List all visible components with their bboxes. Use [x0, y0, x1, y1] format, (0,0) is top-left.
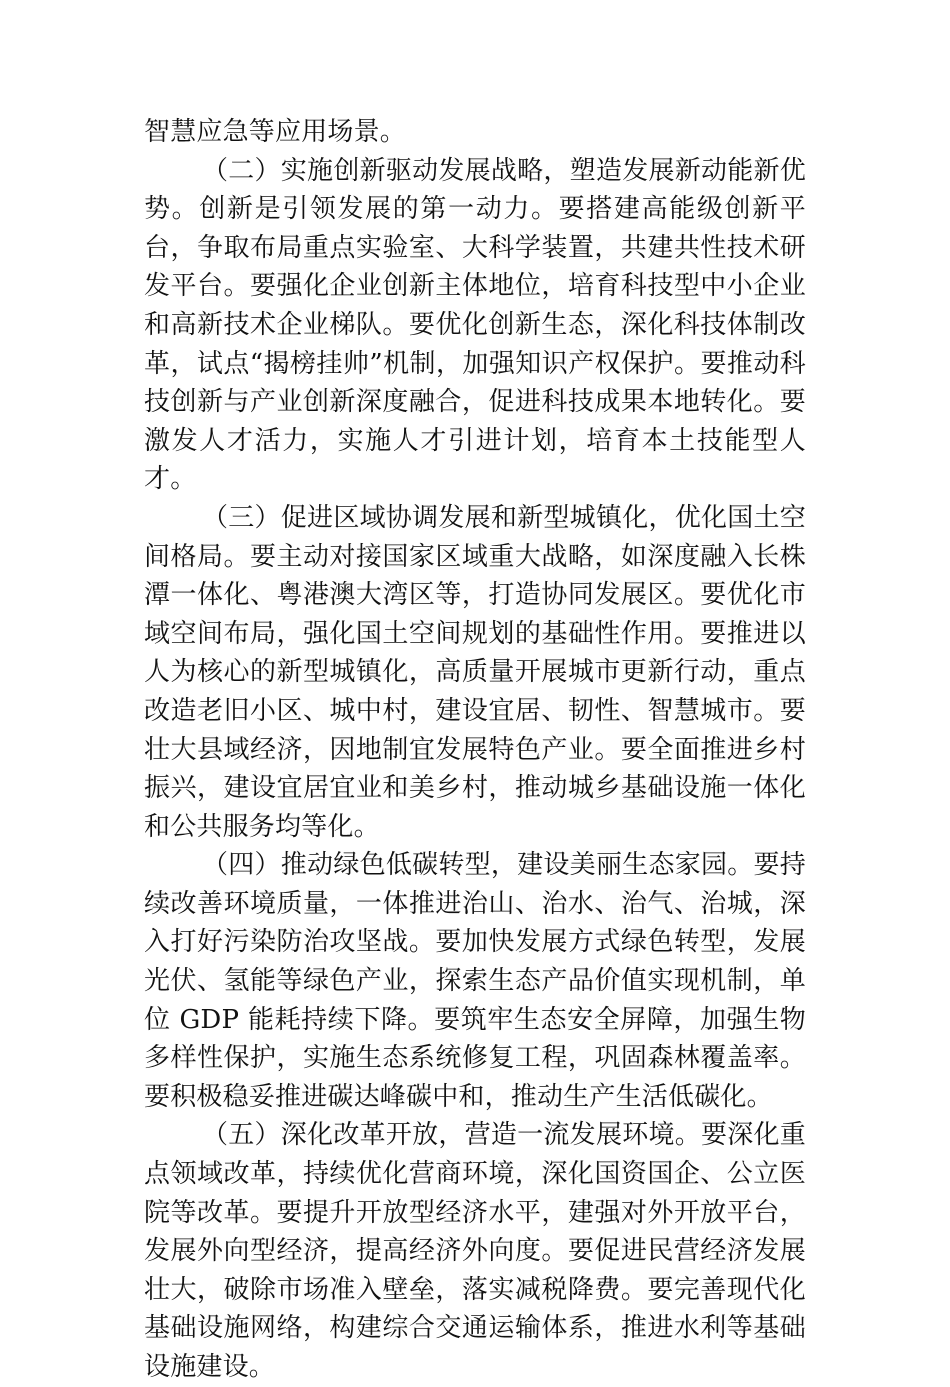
paragraph-innovation: （二）实施创新驱动发展战略，塑造发展新动能新优势。创新是引领发展的第一动力。要搭建高能级创新平台，争取布局重点实验室、大科学装置，共建共性技术研发平台。要强化企业创新主体地位，培育科技型中小企业和高新技术企业梯队。要优化创新生态，深化科技体制改革，试点“揭榜挂帅”机制，加强知识产权保护。要推动科技创新与产业创新深度融合，促进科技成果本地转化。要激发人才活力，实施人才引进计划，培育本土技能型人才。: [144, 155, 806, 495]
paragraph-green-transition: （四）推动绿色低碳转型，建设美丽生态家园。要持续改善环境质量，一体推进治山、治水、治气、治城，深入打好污染防治攻坚战。要加快发展方式绿色转型，发展光伏、氢能等绿色产业，探索生态产品价值实现机制，单位 GDP 能耗持续下降。要筑牢生态安全屏障，加强生物多样性保护，实施生态系统修复工程，巩固森林覆盖率。要积极稳妥推进碳达峰碳中和，推动生产生活低碳化。: [144, 850, 806, 1112]
paragraph-reform-opening: （五）深化改革开放，营造一流发展环境。要深化重点领域改革，持续优化营商环境，深化国资国企、公立医院等改革。要提升开放型经济水平，建强对外开放平台，发展外向型经济，提高经济外向度。要促进民营经济发展壮大，破除市场准入壁垒，落实减税降费。要完善现代化基础设施网络，构建综合交通运输体系，推进水利等基础设施建设。: [144, 1120, 806, 1382]
paragraph-regional-development: （三）促进区域协调发展和新型城镇化，优化国土空间格局。要主动对接国家区域重大战略，如深度融入长株潭一体化、粤港澳大湾区等，打造协同发展区。要优化市域空间布局，强化国土空间规划的基础性作用。要推进以人为核心的新型城镇化，高质量开展城市更新行动，重点改造老旧小区、城中村，建设宜居、韧性、智慧城市。要壮大县域经济，因地制宜发展特色产业。要全面推进乡村振兴，建设宜居宜业和美乡村，推动城乡基础设施一体化和公共服务均等化。: [144, 502, 806, 842]
paragraph-continuation: 智慧应急等应用场景。: [144, 117, 407, 147]
document-page: [144, 113, 806, 1387]
